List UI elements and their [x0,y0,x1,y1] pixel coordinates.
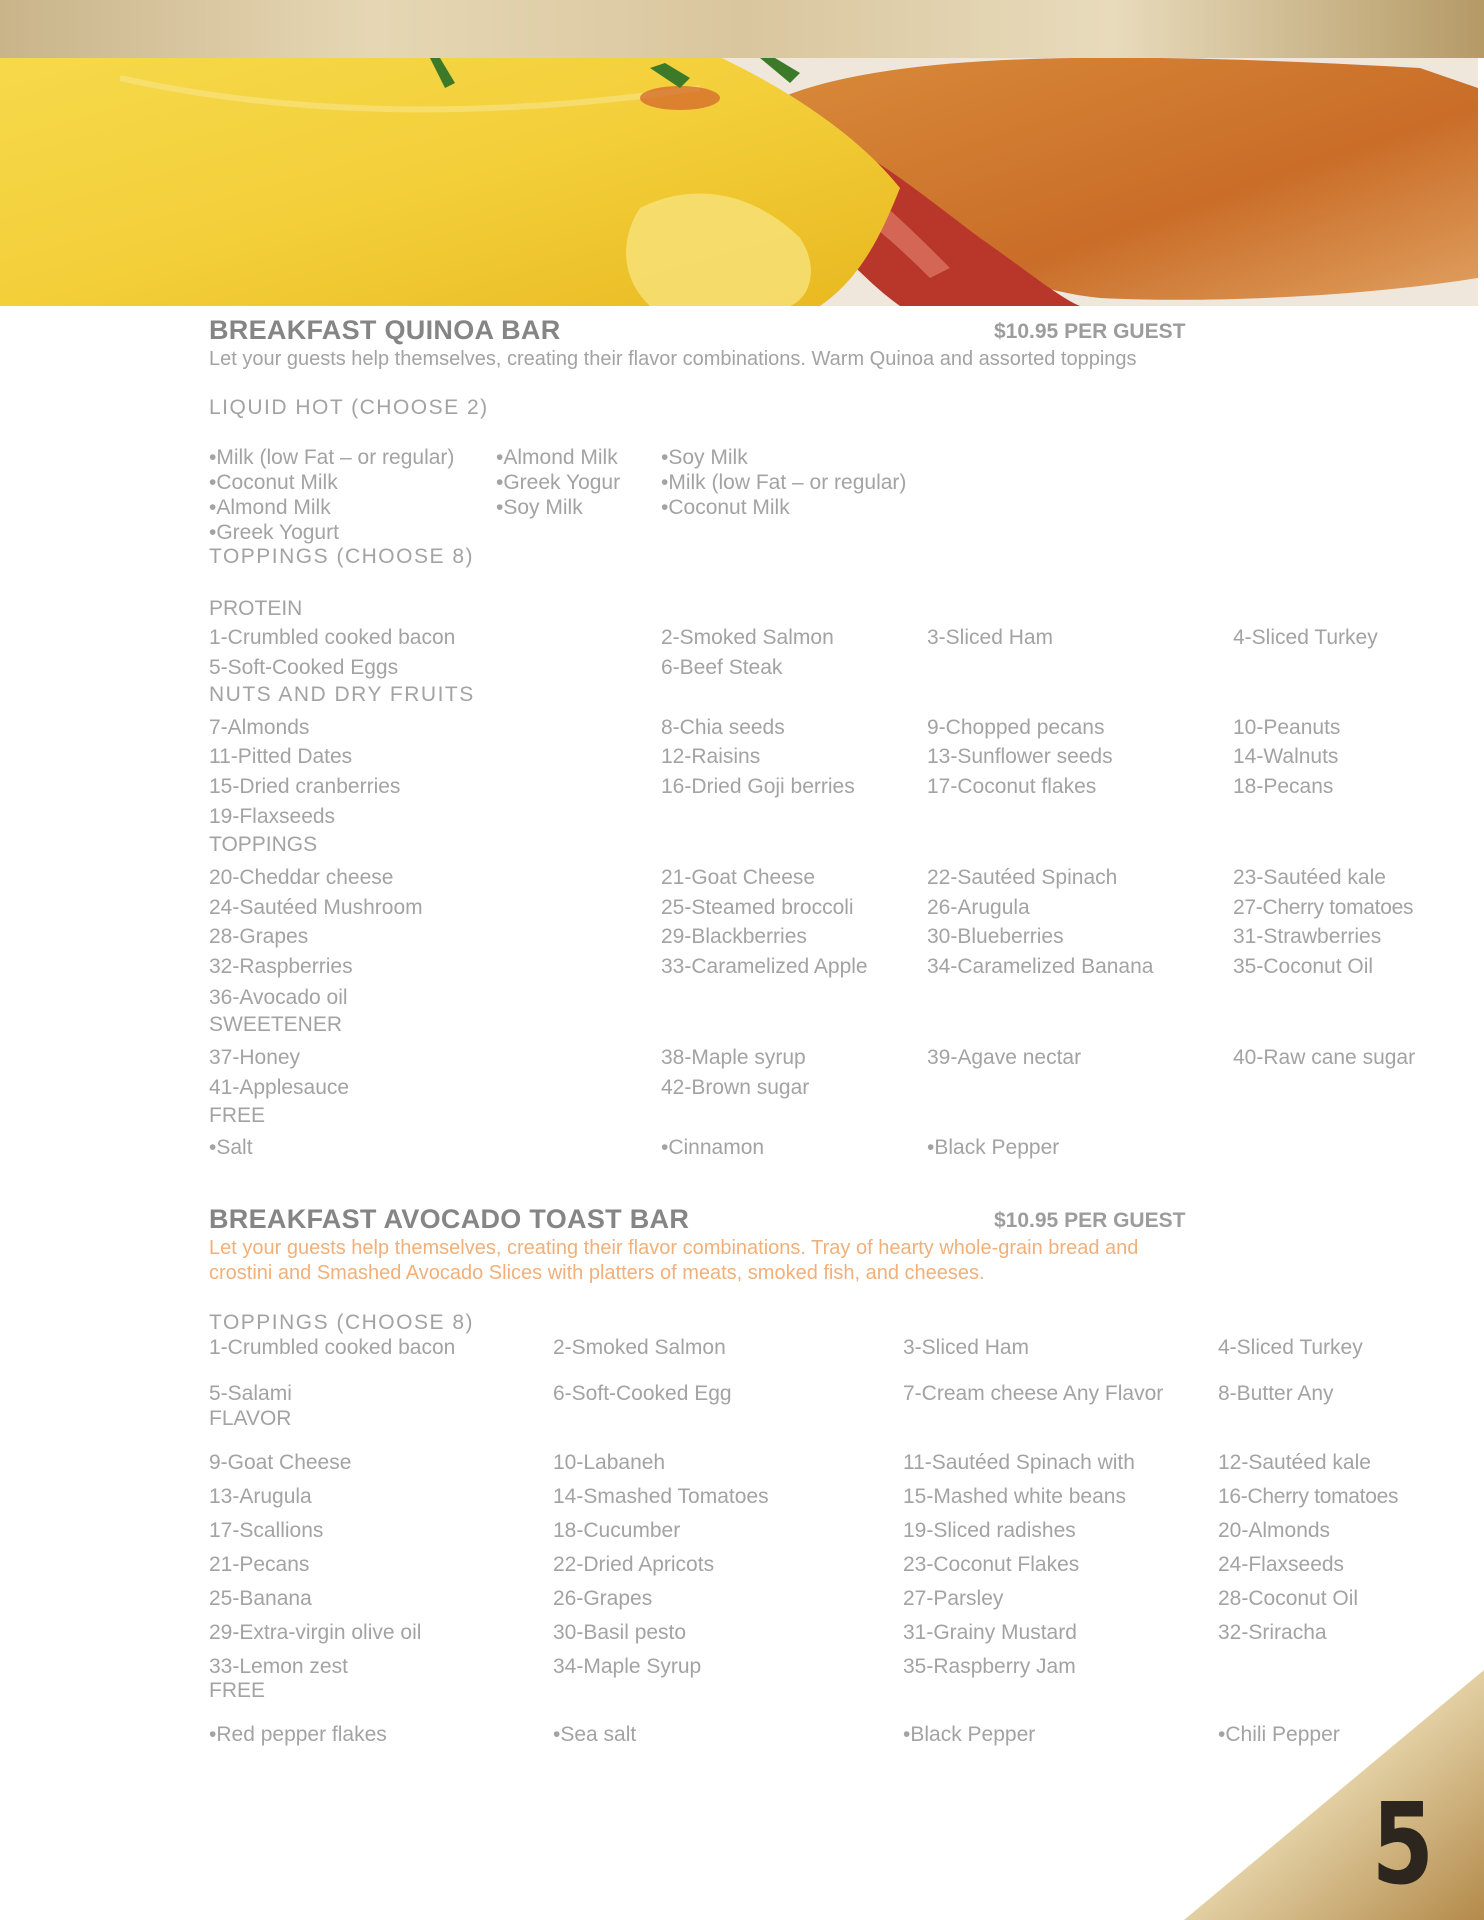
menu-item: 18-Pecans [1233,775,1334,798]
quinoa-bar-price: $10.95 PER GUEST [994,320,1186,343]
menu-item: 33-Caramelized Apple [661,955,868,978]
menu-item: 39-Agave nectar [927,1046,1082,1069]
liquid-option: •Soy Milk [661,446,748,469]
menu-item: 13-Sunflower seeds [927,745,1113,768]
toppings-heading: TOPPINGS [209,833,318,856]
menu-item: 30-Basil pesto [553,1621,687,1644]
menu-item: 34-Maple Syrup [553,1655,702,1678]
menu-item: 4-Sliced Turkey [1233,626,1378,649]
menu-item: 29-Extra-virgin olive oil [209,1621,422,1644]
breakfast-omelet-photo [0,58,1478,306]
quinoa-bar-description: Let your guests help themselves, creating their flavor combinations. Warm Quinoa and assorted toppings [209,348,1137,370]
liquid-hot-heading: LIQUID HOT (CHOOSE 2) [209,396,489,419]
menu-item: 10-Labaneh [553,1451,666,1474]
parchment-corner-decoration [1184,1670,1484,1920]
menu-item: 4-Sliced Turkey [1218,1336,1363,1359]
menu-item: 16-Cherry tomatoes [1218,1485,1399,1508]
menu-item: 33-Lemon zest [209,1655,348,1678]
quinoa-bar-title: BREAKFAST QUINOA BAR [209,315,561,345]
free-item: •Red pepper flakes [209,1723,387,1746]
menu-item: 27-Cherry tomatoes [1233,896,1414,919]
avocado-bar-price: $10.95 PER GUEST [994,1209,1186,1232]
page-number: 5 [1371,1780,1434,1910]
menu-item: 14-Walnuts [1233,745,1339,768]
liquid-option: •Greek Yogurt [209,521,339,544]
menu-item: 16-Dried Goji berries [661,775,855,798]
menu-item: 3-Sliced Ham [903,1336,1030,1359]
menu-item: 34-Caramelized Banana [927,955,1154,978]
menu-item: 31-Grainy Mustard [903,1621,1077,1644]
menu-item: 12-Sautéed kale [1218,1451,1371,1474]
menu-item: 42-Brown sugar [661,1076,810,1099]
menu-item: 22-Dried Apricots [553,1553,715,1576]
menu-item: 28-Coconut Oil [1218,1587,1359,1610]
avocado-bar-title: BREAKFAST AVOCADO TOAST BAR [209,1204,690,1234]
nuts-heading: NUTS AND DRY FRUITS [209,683,475,706]
menu-item: 7-Cream cheese Any Flavor [903,1382,1164,1405]
avocado-toppings-heading: TOPPINGS (CHOOSE 8) [209,1311,474,1334]
menu-item: 9-Goat Cheese [209,1451,352,1474]
menu-item: 17-Coconut flakes [927,775,1097,798]
protein-heading: PROTEIN [209,597,303,620]
menu-item: 35-Raspberry Jam [903,1655,1076,1678]
menu-item: 8-Butter Any [1218,1382,1334,1405]
menu-item: 21-Pecans [209,1553,310,1576]
menu-item: 6-Beef Steak [661,656,783,679]
menu-item: 7-Almonds [209,716,310,739]
parchment-top-border [0,0,1484,58]
free-item: •Cinnamon [661,1136,765,1159]
menu-item: 20-Cheddar cheese [209,866,394,889]
liquid-option: •Coconut Milk [661,496,790,519]
menu-item: 11-Sautéed Spinach with [903,1451,1135,1474]
liquid-option: •Milk (low Fat – or regular) [661,471,907,494]
liquid-option: •Almond Milk [496,446,618,469]
liquid-option: •Almond Milk [209,496,331,519]
avocado-bar-description: crostini and Smashed Avocado Slices with platters of meats, smoked fish, and cheeses. [209,1262,985,1284]
menu-item: 2-Smoked Salmon [661,626,834,649]
free-heading: FREE [209,1679,266,1702]
menu-item: 2-Smoked Salmon [553,1336,726,1359]
toppings-choose-heading: TOPPINGS (CHOOSE 8) [209,545,474,568]
liquid-option: •Coconut Milk [209,471,338,494]
menu-item: 15-Mashed white beans [903,1485,1126,1508]
liquid-option: •Milk (low Fat – or regular) [209,446,455,469]
menu-item: 14-Smashed Tomatoes [553,1485,769,1508]
free-item: •Black Pepper [927,1136,1060,1159]
menu-item: 10-Peanuts [1233,716,1341,739]
liquid-option: •Soy Milk [496,496,583,519]
menu-item: 38-Maple syrup [661,1046,806,1069]
menu-item: 5-Salami [209,1382,292,1405]
menu-item: 30-Blueberries [927,925,1064,948]
menu-item: 15-Dried cranberries [209,775,401,798]
menu-item: 32-Sriracha [1218,1621,1327,1644]
menu-item: 6-Soft-Cooked Egg [553,1382,732,1405]
menu-item: 31-Strawberries [1233,925,1382,948]
menu-item: 18-Cucumber [553,1519,681,1542]
menu-item: 22-Sautéed Spinach [927,866,1118,889]
menu-item: 24-Flaxseeds [1218,1553,1345,1576]
menu-item: 29-Blackberries [661,925,807,948]
menu-item: 12-Raisins [661,745,761,768]
free-item: •Sea salt [553,1723,637,1746]
free-item: •Salt [209,1136,253,1159]
menu-item: 25-Steamed broccoli [661,896,854,919]
menu-item: 26-Arugula [927,896,1030,919]
menu-item: 26-Grapes [553,1587,653,1610]
menu-item: 37-Honey [209,1046,301,1069]
menu-item: 17-Scallions [209,1519,324,1542]
sweetener-heading: SWEETENER [209,1013,343,1036]
menu-item: 35-Coconut Oil [1233,955,1374,978]
free-item: •Chili Pepper [1218,1723,1340,1746]
free-heading: FREE [209,1104,266,1127]
menu-item: 1-Crumbled cooked bacon [209,1336,456,1359]
liquid-option: •Greek Yogur [496,471,621,494]
menu-item: 24-Sautéed Mushroom [209,896,423,919]
menu-item: 32-Raspberries [209,955,353,978]
menu-item: 28-Grapes [209,925,309,948]
avocado-bar-description: Let your guests help themselves, creating their flavor combinations. Tray of hearty whole-grain bread and [209,1237,1139,1259]
menu-item: 19-Flaxseeds [209,805,336,828]
menu-item: 11-Pitted Dates [209,745,353,768]
menu-item: 1-Crumbled cooked bacon [209,626,456,649]
menu-item: 36-Avocado oil [209,986,348,1009]
menu-item: 21-Goat Cheese [661,866,816,889]
menu-item: 20-Almonds [1218,1519,1331,1542]
menu-item: 27-Parsley [903,1587,1004,1610]
menu-item: 23-Sautéed kale [1233,866,1386,889]
menu-item: 5-Soft-Cooked Eggs [209,656,399,679]
menu-item: 9-Chopped pecans [927,716,1105,739]
menu-item: 3-Sliced Ham [927,626,1054,649]
menu-item: 19-Sliced radishes [903,1519,1076,1542]
menu-item: 25-Banana [209,1587,312,1610]
menu-item: 13-Arugula [209,1485,312,1508]
menu-item: 23-Coconut Flakes [903,1553,1080,1576]
free-item: •Black Pepper [903,1723,1036,1746]
flavor-heading: FLAVOR [209,1407,292,1430]
menu-item: 8-Chia seeds [661,716,785,739]
menu-item: 40-Raw cane sugar [1233,1046,1416,1069]
menu-item: 41-Applesauce [209,1076,350,1099]
